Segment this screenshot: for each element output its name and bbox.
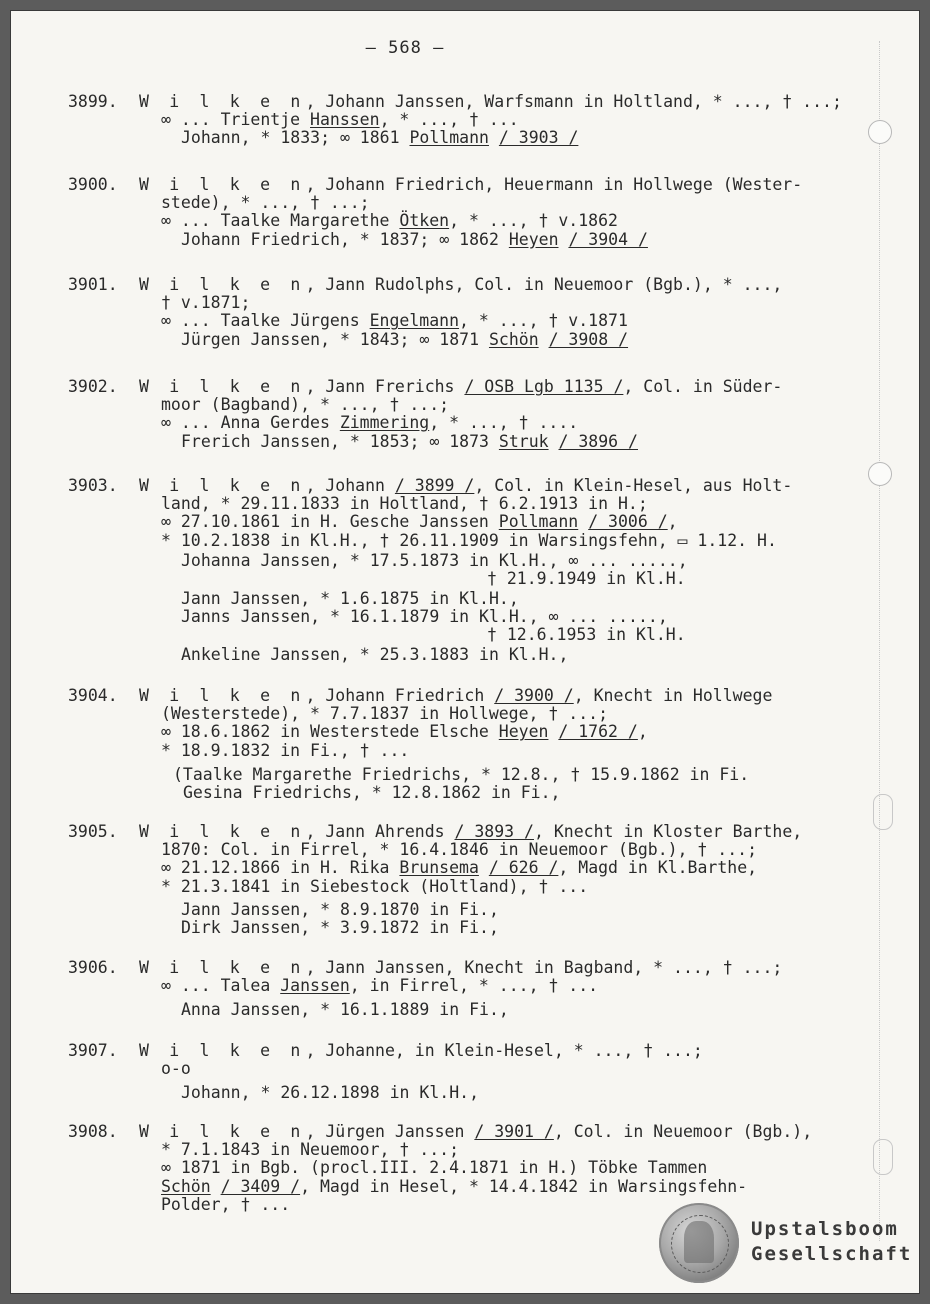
underlined-text: / 3904 / (568, 229, 648, 249)
text-segment: 1870: Col. in Firrel, * 16.4.1846 in Neuemoor (Bgb.), † ...; (161, 840, 758, 860)
text-segment: , in Firrel, * ..., † ... (349, 976, 599, 996)
text-segment: ∞ ... Taalke Margarethe (161, 211, 400, 231)
text-segment: , Johanne, in Klein-Hesel, * ..., † ...; (305, 1041, 703, 1060)
text-segment: * 21.3.1841 in Siebestock (Holtland), † ... (161, 876, 589, 896)
logo-line-1: Upstalsboom (751, 1218, 899, 1240)
text-segment (578, 512, 588, 531)
surname-spaced: W i l k e n (139, 958, 306, 977)
text-segment: , Col. in Neuemoor (Bgb.), (553, 1122, 813, 1141)
text-segment: ∞ ... Taalke Jürgens (161, 311, 370, 331)
entry-line (161, 312, 628, 330)
text-segment: Johann Friedrich, * 1837; ∞ 1862 (181, 229, 509, 249)
entry-line (183, 784, 561, 802)
entry-line (139, 93, 842, 111)
text-segment: , * ..., † .... (429, 413, 579, 433)
entry-line (161, 1141, 459, 1159)
surname-spaced: W i l k e n (139, 275, 306, 294)
entry-line (139, 1042, 703, 1060)
text-segment: o-o (161, 1059, 191, 1079)
text-segment: Frerich Janssen, * 1853; ∞ 1873 (181, 431, 499, 451)
text-segment: , Magd in Hesel, * 14.4.1842 in Warsingsfehn- (300, 1176, 748, 1196)
text-segment: ∞ ... Anna Gerdes (161, 413, 340, 433)
entry-line (161, 194, 370, 212)
text-segment: , * ..., † v.1862 (449, 211, 618, 231)
staple-mark-icon (873, 794, 893, 830)
underlined-text: / 3899 / (394, 476, 475, 495)
punch-hole-icon (868, 462, 892, 486)
underlined-text: / 626 / (488, 858, 559, 878)
entry-line (181, 231, 648, 249)
underlined-text: / 3908 / (548, 329, 629, 349)
text-segment: , Jürgen Janssen (305, 1122, 475, 1141)
text-segment: ∞ ... Trientje (161, 110, 311, 130)
underlined-text: / 3893 / (454, 822, 534, 841)
entry-line (181, 646, 568, 664)
underlined-text: / 3006 / (588, 512, 668, 532)
text-segment: , Johann (305, 476, 395, 495)
underlined-text: Schön (488, 329, 539, 349)
entry-line (173, 766, 749, 784)
underlined-text: Brunsema (399, 858, 479, 878)
entry-line (139, 276, 782, 294)
entry-line (161, 705, 608, 723)
entry-line (161, 396, 449, 414)
underlined-text: / OSB Lgb 1135 / (464, 377, 624, 396)
logo-line-2: Gesellschaft (751, 1243, 913, 1265)
underlined-text: / 3901 / (474, 1122, 554, 1141)
entry-line (161, 723, 648, 741)
text-segment: stede), * ..., † ...; (161, 193, 370, 213)
text-segment: , Col. in Klein-Hesel, aus Holt- (474, 476, 793, 495)
punch-hole-icon (868, 120, 892, 144)
text-segment: , Jann Frerichs (305, 377, 465, 396)
entry-line (161, 841, 757, 859)
entry-line (181, 129, 578, 147)
surname-spaced: W i l k e n (139, 377, 306, 396)
upstalsboom-seal-icon (659, 1203, 739, 1283)
underlined-text: Heyen (498, 722, 549, 742)
surname-spaced: W i l k e n (139, 476, 306, 495)
text-segment: , Magd in Kl.Barthe, (558, 858, 758, 878)
text-segment: † 12.6.1953 in Kl.H. (487, 625, 686, 645)
text-segment: , * ..., † v.1871 (459, 311, 628, 331)
underlined-text: Pollmann (409, 128, 489, 148)
text-segment: * 18.9.1832 in Fi., † ... (161, 740, 410, 760)
text-segment: land, * 29.11.1833 in Holtland, † 6.2.1913 in H.; (161, 494, 648, 514)
text-segment: , Johann Friedrich (305, 686, 495, 705)
text-segment: , Col. in Süder- (623, 377, 783, 396)
entry-line (181, 901, 499, 919)
entry-line (161, 878, 588, 896)
entry-line (161, 495, 648, 513)
text-segment: Jann Janssen, * 8.9.1870 in Fi., (181, 900, 499, 920)
entry-line (487, 570, 686, 588)
text-segment: Janns Janssen, * 16.1.1879 in Kl.H., ∞ ... ....., (181, 607, 668, 627)
underlined-text: Ötken (399, 211, 450, 231)
text-segment (489, 128, 499, 147)
entry-line (139, 1123, 812, 1141)
text-segment (211, 1177, 221, 1196)
entry-number: 3903. (68, 476, 118, 495)
text-segment: Jann Janssen, * 1.6.1875 in Kl.H., (181, 588, 519, 608)
entry-line (161, 294, 250, 312)
text-segment: Johann, * 1833; ∞ 1861 (181, 128, 410, 148)
text-segment: Jürgen Janssen, * 1843; ∞ 1871 (181, 329, 489, 349)
text-segment: Gesina Friedrichs, * 12.8.1862 in Fi., (183, 783, 561, 803)
text-segment: , * ..., † ... (379, 110, 519, 130)
surname-spaced: W i l k e n (139, 686, 306, 705)
text-segment (479, 858, 489, 877)
entry-number: 3902. (68, 377, 118, 396)
entry-line (181, 919, 499, 937)
entry-line (139, 687, 772, 705)
entry-line (161, 111, 519, 129)
entry-number: 3904. (68, 686, 118, 705)
text-segment: * 7.1.1843 in Neuemoor, † ...; (161, 1140, 460, 1160)
text-segment: , Knecht in Hollwege (573, 686, 773, 705)
entry-line (139, 378, 782, 396)
document-page (11, 11, 919, 1293)
entry-line (139, 477, 792, 495)
entry-line (487, 626, 686, 644)
surname-spaced: W i l k e n (139, 1122, 306, 1141)
text-segment: ∞ 21.12.1866 in H. Rika (161, 858, 400, 878)
underlined-text: / 1762 / (558, 722, 638, 742)
entry-line (161, 1196, 290, 1214)
text-segment: , Jann Ahrends (305, 822, 455, 841)
entry-line (161, 1178, 747, 1196)
underlined-text: / 3900 / (494, 686, 574, 705)
entry-line (161, 977, 598, 995)
text-segment (548, 722, 558, 741)
underlined-text: / 3903 / (498, 128, 579, 148)
text-segment: Johanna Janssen, * 17.5.1873 in Kl.H., ∞ ... ....., (181, 550, 688, 570)
text-segment: ∞ 1871 in Bgb. (procl.III. 2.4.1871 in H.) Töbke Tammen (161, 1158, 708, 1178)
entry-line (161, 513, 678, 531)
entry-line (161, 212, 618, 230)
text-segment: ∞ 27.10.1861 in H. Gesche Janssen (161, 512, 499, 532)
entry-line (161, 742, 409, 760)
underlined-text: Pollmann (498, 512, 579, 532)
underlined-text: Heyen (508, 229, 559, 249)
underlined-text: Janssen (280, 976, 350, 996)
entry-number: 3899. (68, 92, 118, 111)
entry-line (181, 1001, 509, 1019)
page-number: — 568 — (365, 38, 445, 58)
entry-number: 3901. (68, 275, 118, 294)
text-segment: (Taalke Margarethe Friedrichs, * 12.8., † 15.9.1862 in Fi. (173, 765, 750, 785)
text-segment: Polder, † ... (161, 1194, 291, 1214)
text-segment: moor (Bagband), * ..., † ...; (161, 395, 450, 415)
entry-line (161, 414, 578, 432)
entry-line (181, 608, 668, 626)
text-segment: , (667, 512, 678, 532)
entry-line (181, 331, 628, 349)
surname-spaced: W i l k e n (139, 92, 306, 111)
underlined-text: Schön (161, 1176, 211, 1196)
text-segment: , Jann Janssen, Knecht in Bagband, * ..., † ...; (305, 958, 783, 977)
entry-line (181, 433, 638, 451)
text-segment: Ankeline Janssen, * 25.3.1883 in Kl.H., (181, 645, 569, 665)
underlined-text: Engelmann (369, 311, 460, 331)
surname-spaced: W i l k e n (139, 175, 306, 194)
text-segment: Johann, * 26.12.1898 in Kl.H., (181, 1082, 480, 1102)
entry-number: 3908. (68, 1122, 118, 1141)
entry-number: 3906. (68, 958, 118, 977)
staple-mark-icon (873, 1139, 893, 1175)
text-segment: , Johann Janssen, Warfsmann in Holtland, * ..., † ...; (305, 92, 842, 111)
text-segment: (Westerstede), * 7.7.1837 in Hollwege, † ...; (161, 704, 609, 724)
entry-line (161, 1060, 191, 1078)
text-segment: * 10.2.1838 in Kl.H., † 26.11.1909 in Warsingsfehn, ▭ 1.12. H. (161, 530, 777, 550)
entry-line (181, 590, 519, 608)
text-segment (559, 230, 569, 249)
underlined-text: / 3896 / (558, 431, 638, 451)
entry-line (161, 532, 777, 550)
entry-line (181, 1084, 479, 1102)
text-segment: , Jann Rudolphs, Col. in Neuemoor (Bgb.), * ..., (305, 275, 783, 294)
underlined-text: Hanssen (310, 110, 380, 130)
text-segment: , Knecht in Kloster Barthe, (533, 822, 803, 841)
text-segment: † v.1871; (161, 293, 251, 313)
text-segment: ∞ 18.6.1862 in Westerstede Elsche (161, 722, 499, 742)
entry-line (139, 176, 802, 194)
text-segment: † 21.9.1949 in Kl.H. (487, 568, 686, 588)
text-segment (549, 432, 559, 451)
entry-line (139, 959, 782, 977)
underlined-text: / 3409 / (220, 1176, 301, 1196)
text-segment: , (637, 722, 648, 742)
text-segment: ∞ ... Talea (161, 976, 281, 996)
entry-line (161, 1159, 707, 1177)
entry-number: 3905. (68, 822, 118, 841)
text-segment: , Johann Friedrich, Heuermann in Hollwege (Wester- (305, 175, 803, 194)
entry-line (181, 552, 688, 570)
text-segment: Anna Janssen, * 16.1.1889 in Fi., (181, 999, 509, 1019)
surname-spaced: W i l k e n (139, 822, 306, 841)
entry-line (139, 823, 802, 841)
text-segment: Dirk Janssen, * 3.9.1872 in Fi., (181, 918, 499, 938)
entry-number: 3900. (68, 175, 118, 194)
underlined-text: Zimmering (339, 413, 430, 433)
margin-guide (879, 41, 881, 1241)
surname-spaced: W i l k e n (139, 1041, 306, 1060)
text-segment (539, 330, 549, 349)
underlined-text: Struk (498, 431, 549, 451)
entry-number: 3907. (68, 1041, 118, 1060)
entry-line (161, 859, 757, 877)
